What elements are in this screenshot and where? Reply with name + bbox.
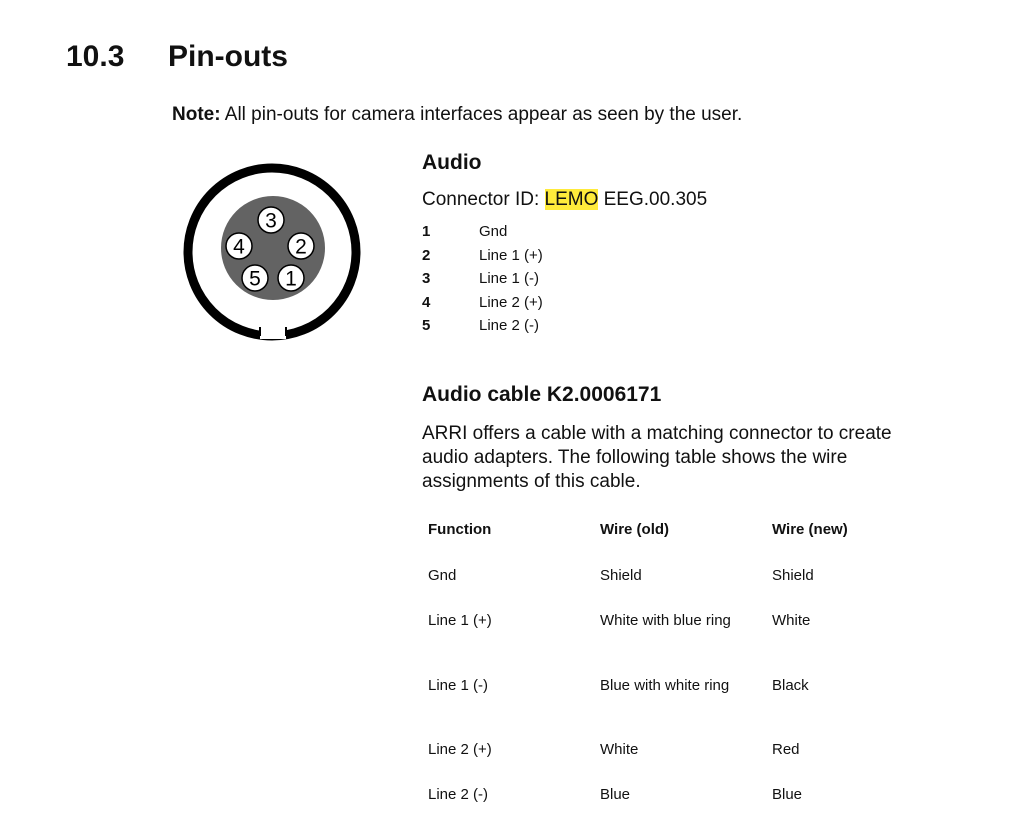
pin-row: [422, 244, 543, 268]
pin-number: 1: [422, 223, 431, 240]
connector-id-suffix: EEG.00.305: [598, 189, 708, 210]
table-cell: Line 2 (+): [428, 741, 492, 758]
table-cell: White with blue ring: [600, 612, 731, 629]
pin-5-label: 5: [249, 267, 261, 291]
section-number: 10.3: [66, 40, 125, 73]
table-cell: White: [772, 612, 811, 629]
table-cell: Red: [772, 741, 800, 758]
pin-4-label: 4: [233, 235, 245, 259]
table-cell: Line 1 (-): [428, 677, 489, 694]
table-cell: Blue with white ring: [600, 677, 730, 694]
pin-name: Gnd: [479, 223, 508, 240]
pin-number: 2: [422, 246, 431, 264]
pin-3-label: 3: [265, 209, 277, 233]
column-header: Function: [428, 521, 492, 538]
table-cell: Blue: [600, 786, 631, 803]
connector-key-notch: [260, 327, 286, 339]
pin-name: Line 1 (-): [479, 270, 540, 287]
connector-id-brand: LEMO: [544, 189, 599, 210]
connector-id-prefix: Connector ID:: [422, 189, 545, 210]
column-header: Wire (new): [772, 521, 848, 538]
table-cell: Shield: [600, 567, 642, 584]
pin-2-label: 2: [295, 235, 307, 259]
connector-diagram: [180, 160, 366, 346]
pin-row: [422, 220, 543, 244]
table-cell: Black: [772, 677, 809, 694]
note-text: All pin-outs for camera interfaces appear as seen by the user.: [220, 104, 743, 125]
pin-list: [422, 220, 543, 338]
pin-row: [422, 314, 543, 338]
table-cell: Line 1 (+): [428, 612, 492, 629]
pin-name: Line 1 (+): [479, 246, 543, 264]
connector-id: [422, 189, 707, 211]
pin-number: 3: [422, 270, 431, 287]
table-cell: White: [600, 741, 639, 758]
pin-row: [422, 267, 543, 291]
pin-name: Line 2 (-): [479, 317, 540, 334]
note: [172, 104, 742, 126]
cable-heading: Audio cable K2.0006171: [422, 383, 662, 406]
pin-number: 4: [422, 293, 431, 311]
table-cell: Shield: [772, 567, 814, 584]
column-header: Wire (old): [600, 521, 670, 538]
note-label: Note:: [172, 104, 221, 125]
table-cell: Line 2 (-): [428, 786, 489, 803]
pin-name: Line 2 (+): [479, 293, 543, 311]
table-cell: Gnd: [428, 567, 457, 584]
cable-description: ARRI offers a cable with a matching connector to create audio adapters. The following table shows the wire assignments of this cable.: [422, 423, 892, 492]
pin-1-label: 1: [285, 267, 297, 291]
section-title: Pin-outs: [168, 40, 288, 73]
pin-number: 5: [422, 317, 431, 334]
audio-heading: Audio: [422, 151, 482, 174]
table-cell: Blue: [772, 786, 803, 803]
pin-row: [422, 291, 543, 315]
